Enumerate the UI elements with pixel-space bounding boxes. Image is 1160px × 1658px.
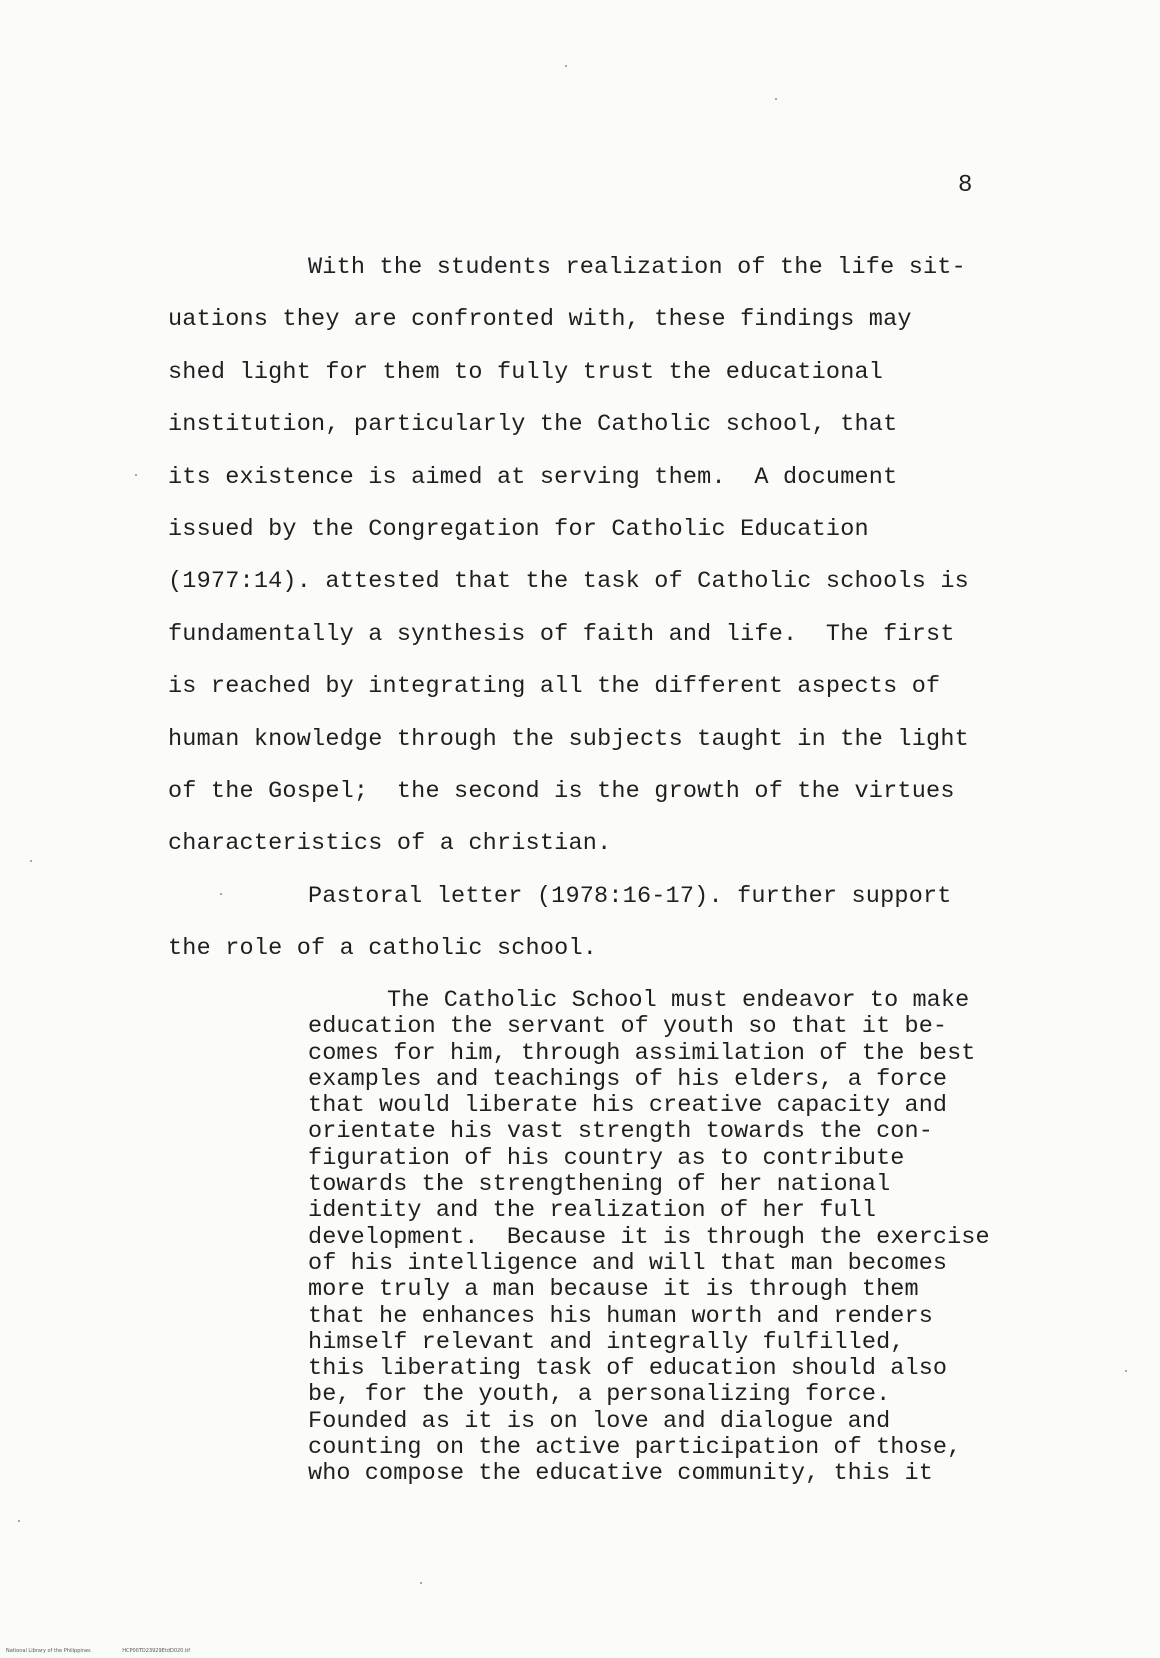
quote-line: counting on the active participation of those, [308,1434,962,1462]
paragraph-line: of the Gospel; the second is the growth of the virtues [168,778,955,806]
quote-line: identity and the realization of her full [308,1197,877,1225]
paragraph-line: (1977:14). attested that the task of Catholic schools is [168,568,969,596]
scan-speck [565,65,567,67]
paragraph-line: the role of a catholic school. [168,935,598,963]
quote-line: figuration of his country as to contribute [308,1144,905,1172]
scan-speck [18,1520,20,1522]
footer-library-name: National Library of the Philippines [6,1648,91,1654]
paragraph-line: institution, particularly the Catholic school, that [168,411,898,439]
quote-line: this liberating task of education should also [308,1355,948,1383]
page-number: 8 [958,172,973,199]
paragraph-line: human knowledge through the subjects taught in the light [168,725,969,753]
paragraph-line: uations they are confronted with, these findings may [168,306,912,334]
body-text [168,242,1048,976]
scan-speck [220,893,222,895]
paragraph-line: fundamentally a synthesis of faith and life. The first [168,620,955,648]
quote-line: orientate his vast strength towards the con- [308,1118,933,1146]
quote-line: that he enhances his human worth and renders [308,1302,933,1330]
paragraph-line: its existence is aimed at serving them. A document [168,463,898,491]
block-quote [308,988,1068,1488]
quote-line: towards the strengthening of her national [308,1171,891,1199]
quote-line: who compose the educative community, this it [308,1460,933,1488]
quote-line: education the servant of youth so that it be- [308,1013,948,1041]
paragraph-line: shed light for them to fully trust the educational [168,358,884,386]
scan-speck [775,98,777,100]
quote-line: that would liberate his creative capacity and [308,1092,948,1120]
paragraph-line: characteristics of a christian. [168,830,612,858]
quote-line: Founded as it is on love and dialogue and [308,1407,891,1435]
scan-speck [420,1582,422,1584]
quote-line: be, for the youth, a personalizing force. [308,1381,891,1409]
paragraph-line: is reached by integrating all the different aspects of [168,673,941,701]
paragraph-line: Pastoral letter (1978:16-17). further support [308,882,952,910]
scan-speck [135,474,137,476]
quote-line: himself relevant and integrally fulfilled, [308,1328,905,1356]
quote-line: examples and teachings of his elders, a force [308,1065,948,1093]
paragraph-line: issued by the Congregation for Catholic Education [168,516,869,544]
quote-line: The Catholic School must endeavor to make [387,987,970,1014]
scan-speck [1125,1370,1127,1372]
quote-line: more truly a man because it is through them [308,1276,919,1304]
footer-file-id: HCP00TD23929EtdD020.tif [122,1648,191,1654]
scan-footer [6,1648,220,1654]
quote-line: comes for him, through assimilation of the best [308,1039,976,1067]
paragraph-line: With the students realization of the life sit- [308,254,966,281]
quote-line: development. Because it is through the exercise [308,1223,990,1251]
quote-line: of his intelligence and will that man becomes [308,1249,948,1277]
scan-speck [30,860,32,862]
